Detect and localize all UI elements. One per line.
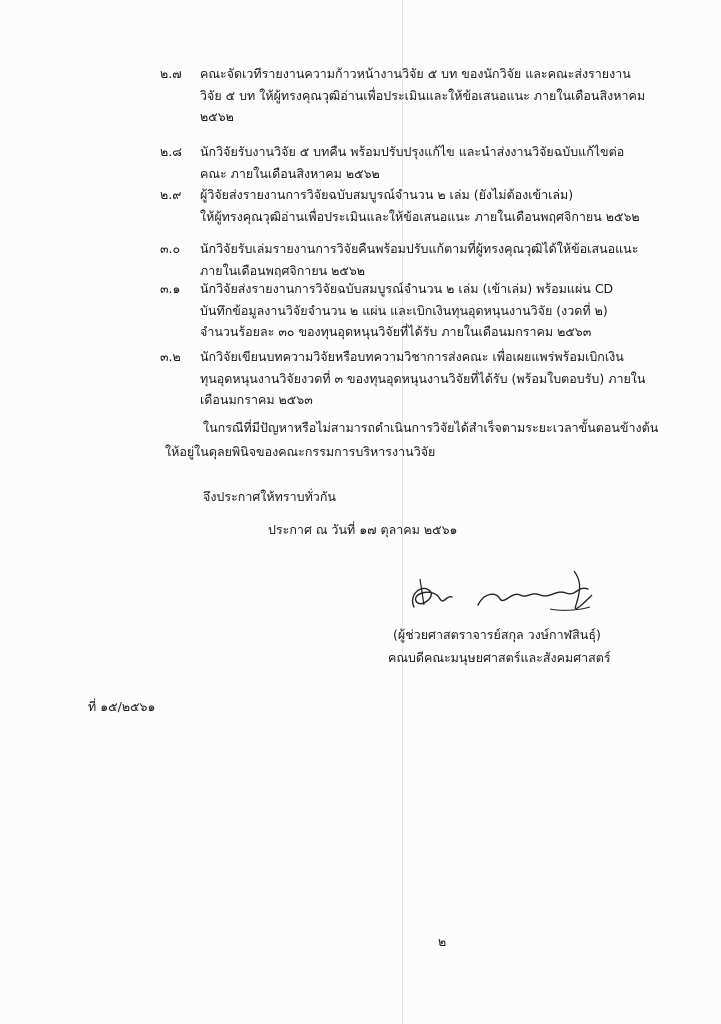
- item-text-line: ทุนอุดหนุนงานวิจัยงวดที่ ๓ ของทุนอุดหนุนงานวิจัยที่ได้รับ (พร้อมใบตอบรับ) ภายใน: [200, 370, 646, 386]
- item-number: ๓.๐: [160, 241, 181, 256]
- announced-date: ประกาศ ณ วันที่ ๑๗ ตุลาคม ๒๕๖๑: [268, 522, 458, 537]
- closing-paragraph-line: ให้อยู่ในดุลยพินิจของคณะกรรมการบริหารงานวิจัย: [165, 444, 436, 459]
- closing-paragraph-line: ในกรณีที่มีปัญหาหรือไม่สามารถดำเนินการวิจัยได้สำเร็จตามระยะเวลาขั้นตอนข้างต้น: [203, 420, 659, 435]
- item-text-line: ผู้วิจัยส่งรายงานการวิจัยฉบับสมบูรณ์จำนวน ๒ เล่ม (ยังไม่ต้องเข้าเล่ม): [200, 187, 574, 202]
- signer-name: (ผู้ช่วยศาสตราจารย์สกุล วงษ์กาฬสินธุ์): [393, 627, 601, 642]
- item-text-line: ให้ผู้ทรงคุณวุฒิอ่านเพื่อประเมินและให้ข้อเสนอแนะ ภายในเดือนพฤศจิกายน ๒๕๖๒: [200, 208, 640, 224]
- item-text-line: นักวิจัยเขียนบทความวิจัยหรือบทความวิชาการส่งคณะ เพื่อเผยแพร่พร้อมเบิกเงิน: [200, 349, 624, 364]
- document-number: ที่ ๑๕/๒๕๖๑: [88, 699, 156, 714]
- item-number: ๓.๒: [160, 349, 181, 364]
- signer-title: คณบดีคณะมนุษยศาสตร์และสังคมศาสตร์: [388, 650, 611, 665]
- item-text-line: วิจัย ๕ บท ให้ผู้ทรงคุณวุฒิอ่านเพื่อประเมินและให้ข้อเสนอแนะ ภายในเดือนสิงหาคม: [200, 87, 646, 103]
- item-text-line: จำนวนร้อยละ ๓๐ ของทุนอุดหนุนวิจัยที่ได้รับ ภายในเดือนมกราคม ๒๕๖๓: [200, 324, 592, 339]
- item-text-line: นักวิจัยส่งรายงานการวิจัยฉบับสมบูรณ์จำนวน ๒ เล่ม (เข้าเล่ม) พร้อมแผ่น CD: [200, 281, 614, 296]
- item-number: ๒.๙: [160, 187, 182, 202]
- item-number: ๓.๑: [160, 281, 181, 296]
- item-text-line: ภายในเดือนพฤศจิกายน ๒๕๖๒: [200, 262, 366, 278]
- item-text-line: นักวิจัยรับเล่มรายงานการวิจัยคืนพร้อมปรับแก้ตามที่ผู้ทรงคุณวุฒิได้ให้ข้อเสนอแนะ: [200, 241, 639, 256]
- item-text-line: คณะจัดเวทีรายงานความก้าวหน้างานวิจัย ๕ บท ของนักวิจัย และคณะส่งรายงาน: [200, 66, 631, 81]
- handwritten-signature: [400, 565, 610, 625]
- announcement-text: จึงประกาศให้ทราบทั่วกัน: [203, 489, 336, 504]
- item-number: ๒.๗: [160, 66, 182, 81]
- item-text-line: บันทึกข้อมูลงานวิจัยจำนวน ๒ แผ่น และเบิกเงินทุนอุดหนุนงานวิจัย (งวดที่ ๒): [200, 302, 608, 318]
- item-number: ๒.๘: [160, 144, 182, 159]
- page-number: ๒: [438, 934, 447, 949]
- item-text-line: ๒๕๖๒: [200, 109, 234, 124]
- item-text-line: นักวิจัยรับงานวิจัย ๕ บทคืน พร้อมปรับปรุงแก้ไข และนำส่งงานวิจัยฉบับแก้ไขต่อ: [200, 144, 625, 159]
- item-text-line: คณะ ภายในเดือนสิงหาคม ๒๕๖๒: [200, 165, 380, 181]
- item-text-line: เดือนมกราคม ๒๕๖๓: [200, 392, 313, 407]
